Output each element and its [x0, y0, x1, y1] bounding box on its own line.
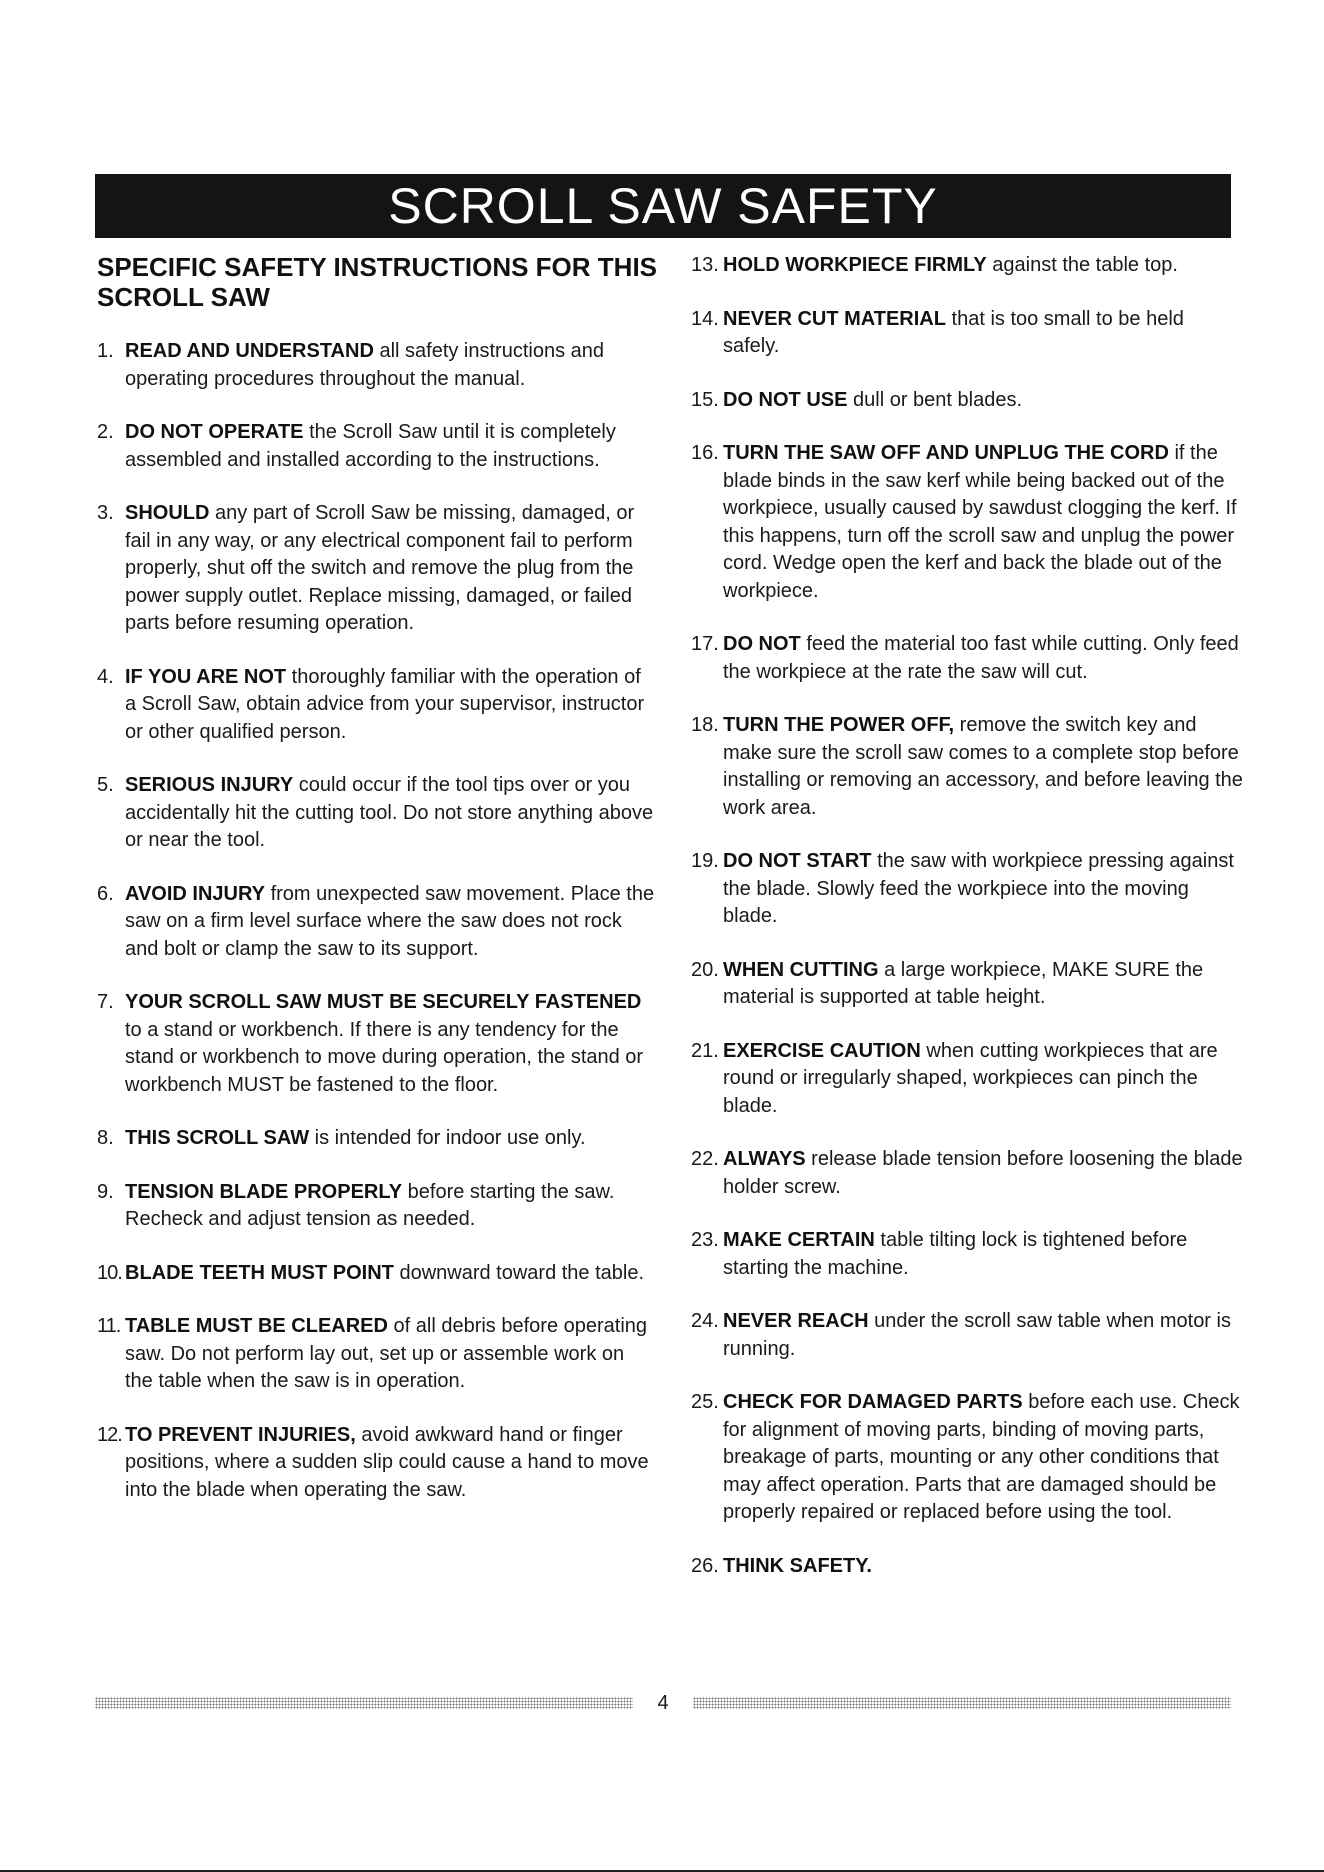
item-number: 7. — [97, 991, 114, 1013]
safety-item — [691, 957, 1243, 1012]
item-number: 1. — [97, 340, 114, 362]
safety-item — [97, 500, 657, 638]
item-lead: NEVER CUT MATERIAL — [723, 307, 946, 330]
item-text — [723, 440, 1243, 605]
item-lead: READ AND UNDERSTAND — [125, 340, 374, 362]
banner-title: SCROLL SAW SAFETY — [388, 178, 938, 234]
item-text — [125, 500, 657, 638]
safety-item — [97, 1179, 657, 1234]
item-lead: TO PREVENT INJURIES, — [125, 1423, 356, 1446]
item-body: avoid awkward hand or finger positions, where a sudden slip could cause a hand to move into the blade when operating the saw. — [125, 1423, 649, 1501]
safety-item — [97, 664, 657, 747]
item-text — [723, 1308, 1243, 1363]
safety-item — [97, 772, 657, 855]
item-text — [125, 772, 657, 855]
item-text — [723, 712, 1243, 822]
item-text — [125, 419, 657, 474]
item-text — [125, 1313, 657, 1396]
footer-dotted-rule-left — [95, 1697, 633, 1709]
item-body: thoroughly familiar with the operation of a Scroll Saw, obtain advice from your supervisor, instructor or other qualified person. — [125, 665, 645, 743]
item-text — [125, 1422, 657, 1505]
item-text — [723, 1038, 1243, 1121]
item-lead: TURN THE SAW OFF AND UNPLUG THE CORD — [723, 442, 1169, 464]
item-lead: DO NOT — [723, 633, 801, 655]
item-body: if the blade binds in the saw kerf while being backed out of the workpiece, usually caused by sawdust clogging the kerf. If this happens, turn off the scroll saw and unplug the power cord. Wedge open the kerf and back the blade out of the workpiece. — [723, 442, 1237, 602]
safety-item — [97, 1260, 657, 1288]
item-number: 24. — [691, 1310, 719, 1332]
safety-item — [691, 712, 1243, 822]
item-number: 15. — [691, 388, 719, 411]
safety-list-right — [691, 252, 1243, 1580]
item-lead: IF YOU ARE NOT — [125, 665, 287, 688]
item-number: 13. — [691, 254, 719, 276]
item-body: that is too small to be held safely. — [723, 307, 1184, 357]
item-number: 21. — [691, 1039, 719, 1062]
safety-item — [97, 1125, 657, 1153]
item-number: 5. — [97, 774, 114, 796]
item-text — [723, 1553, 1243, 1581]
safety-list-left — [97, 338, 657, 1504]
item-lead: NEVER REACH — [723, 1310, 869, 1332]
item-text — [125, 989, 657, 1099]
safety-item — [691, 848, 1243, 931]
item-number: 12. — [97, 1423, 122, 1446]
item-text — [723, 957, 1243, 1012]
item-body: to a stand or workbench. If there is any tendency for the stand or workbench to move during operation, the stand or workbench MUST be fastened to the floor. — [125, 1018, 644, 1096]
item-number: 25. — [691, 1391, 719, 1413]
left-column — [97, 252, 657, 1530]
item-body: all safety instructions and operating procedures throughout the manual. — [125, 340, 605, 390]
safety-item — [691, 1227, 1243, 1282]
safety-item — [97, 881, 657, 964]
item-lead: DO NOT OPERATE — [125, 421, 304, 443]
item-lead: DO NOT USE — [723, 388, 848, 411]
item-body: table tilting lock is tightened before starting the machine. — [723, 1229, 1188, 1279]
page-footer — [95, 1692, 1231, 1714]
item-lead: CHECK FOR DAMAGED PARTS — [723, 1391, 1023, 1413]
item-body: the Scroll Saw until it is completely assembled and installed according to the instructions. — [125, 421, 616, 471]
item-text — [723, 306, 1243, 361]
safety-item — [97, 1422, 657, 1505]
item-lead: WHEN CUTTING — [723, 958, 879, 981]
item-number: 3. — [97, 502, 114, 524]
item-number: 11. — [97, 1315, 121, 1337]
item-body: any part of Scroll Saw be missing, damaged, or fail in any way, or any electrical component fail to perform properly, shut off the switch and remove the plug from the power supply outlet. Replace missing, damaged, or failed parts before resuming operation. — [125, 502, 635, 634]
item-text — [723, 631, 1243, 686]
safety-item — [691, 387, 1243, 415]
item-lead: THIS SCROLL SAW — [125, 1127, 310, 1149]
item-text — [125, 664, 657, 747]
safety-item — [691, 440, 1243, 605]
safety-item — [691, 1389, 1243, 1527]
footer-dotted-rule-right — [693, 1697, 1231, 1709]
section-heading: SPECIFIC SAFETY INSTRUCTIONS FOR THIS SCROLL SAW — [97, 252, 658, 312]
page-number: 4 — [657, 1692, 669, 1714]
item-lead: TABLE MUST BE CLEARED — [125, 1315, 388, 1337]
item-body: before each use. Check for alignment of moving parts, binding of moving parts, breakage of parts, mounting or any other conditions that may affect operation. Parts that are damaged should be properly repaired or replaced before using the tool. — [723, 1391, 1240, 1523]
safety-item — [97, 419, 657, 474]
item-body: remove the switch key and make sure the scroll saw comes to a complete stop before installing or removing an accessory, and before leaving the work area. — [723, 714, 1243, 819]
item-lead: EXERCISE CAUTION — [723, 1039, 921, 1062]
item-body: before starting the saw. Recheck and adjust tension as needed. — [125, 1180, 615, 1230]
item-number: 2. — [97, 421, 114, 443]
item-body: against the table top. — [986, 254, 1178, 276]
item-number: 19. — [691, 850, 719, 872]
safety-item — [691, 1553, 1243, 1581]
item-text — [125, 338, 657, 393]
page-banner — [95, 174, 1231, 238]
item-body: of all debris before operating saw. Do not perform lay out, set up or assemble work on the table when the saw is in operation. — [125, 1315, 648, 1392]
item-lead: MAKE CERTAIN — [723, 1229, 875, 1251]
safety-item — [97, 989, 657, 1099]
item-number: 23. — [691, 1229, 719, 1251]
item-lead: DO NOT START — [723, 850, 872, 872]
item-text — [125, 1260, 657, 1288]
item-number: 6. — [97, 882, 114, 905]
item-number: 17. — [691, 633, 719, 655]
item-lead: BLADE TEETH MUST POINT — [125, 1261, 394, 1284]
item-number: 9. — [97, 1180, 114, 1203]
item-lead: THINK SAFETY. — [723, 1554, 872, 1577]
item-number: 10. — [97, 1261, 122, 1284]
item-text — [125, 1125, 657, 1153]
item-body: when cutting workpieces that are round or irregularly shaped, workpieces can pinch the blade. — [723, 1039, 1218, 1117]
item-number: 22. — [691, 1148, 719, 1170]
item-body: is intended for indoor use only. — [309, 1127, 586, 1149]
item-body: could occur if the tool tips over or you accidentally hit the cutting tool. Do not store anything above or near the tool. — [125, 774, 654, 851]
item-text — [723, 1146, 1243, 1201]
item-body: feed the material too fast while cutting. Only feed the workpiece at the rate the saw will cut. — [723, 633, 1239, 683]
right-column — [691, 252, 1243, 1606]
safety-item — [97, 1313, 657, 1396]
item-lead: YOUR SCROLL SAW MUST BE SECURELY FASTENED — [125, 991, 642, 1013]
item-text — [125, 881, 657, 964]
item-lead: AVOID INJURY — [125, 882, 266, 905]
safety-item — [691, 631, 1243, 686]
item-body: from unexpected saw movement. Place the saw on a firm level surface where the saw does not rock and bolt or clamp the saw to its support. — [125, 882, 655, 960]
item-lead: TENSION BLADE PROPERLY — [125, 1180, 403, 1203]
safety-item — [691, 1308, 1243, 1363]
safety-item — [691, 306, 1243, 361]
item-body: a large workpiece, MAKE SURE the material is supported at table height. — [723, 958, 1204, 1008]
item-text — [723, 252, 1243, 280]
item-number: 8. — [97, 1127, 114, 1149]
item-text — [723, 1227, 1243, 1282]
item-number: 20. — [691, 958, 719, 981]
item-lead: TURN THE POWER OFF, — [723, 714, 955, 736]
item-number: 4. — [97, 665, 114, 688]
item-body: the saw with workpiece pressing against the blade. Slowly feed the workpiece into the moving blade. — [723, 850, 1234, 927]
safety-item — [691, 252, 1243, 280]
item-text — [723, 848, 1243, 931]
item-text — [723, 387, 1243, 415]
safety-item — [97, 338, 657, 393]
item-text — [723, 1389, 1243, 1527]
item-text — [125, 1179, 657, 1234]
item-body: release blade tension before loosening the blade holder screw. — [723, 1148, 1243, 1198]
item-body: under the scroll saw table when motor is running. — [723, 1310, 1231, 1360]
item-lead: SHOULD — [125, 502, 210, 524]
item-lead: HOLD WORKPIECE FIRMLY — [723, 254, 987, 276]
item-lead: SERIOUS INJURY — [125, 774, 294, 796]
item-number: 14. — [691, 307, 719, 330]
item-number: 18. — [691, 714, 719, 736]
item-lead: ALWAYS — [723, 1148, 806, 1170]
item-body: downward toward the table. — [393, 1261, 645, 1284]
item-number: 16. — [691, 442, 719, 464]
safety-item — [691, 1038, 1243, 1121]
item-body: dull or bent blades. — [847, 388, 1023, 411]
safety-item — [691, 1146, 1243, 1201]
item-number: 26. — [691, 1554, 719, 1577]
